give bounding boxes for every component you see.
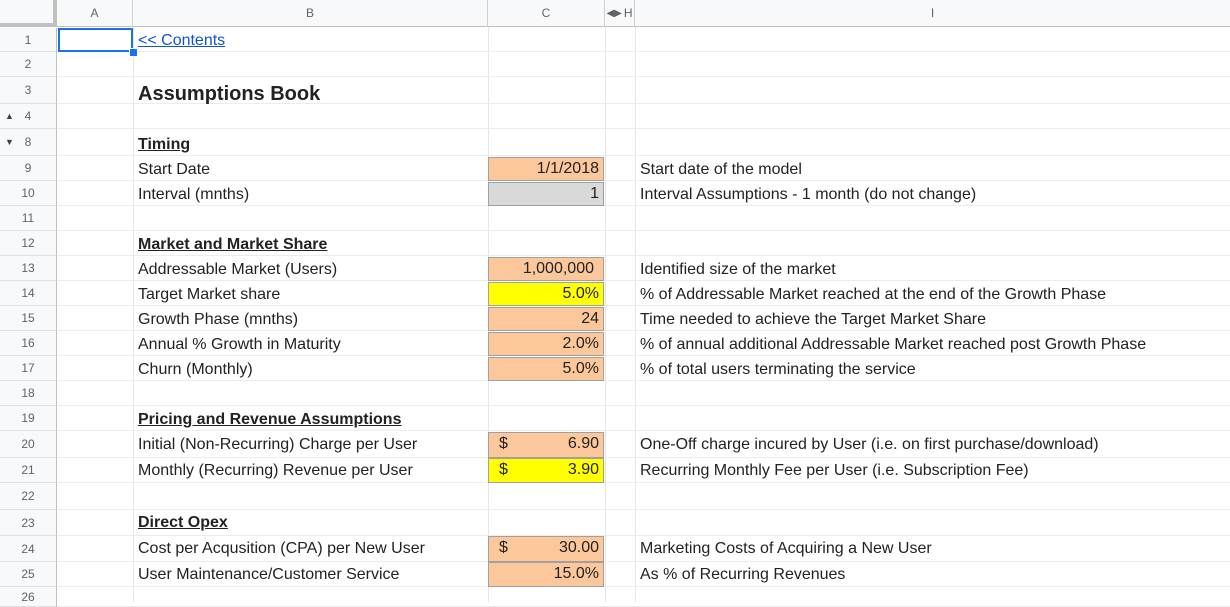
column-header-a[interactable]: A	[57, 0, 133, 27]
annual-growth-note: % of annual additional Addressable Market reached post Growth Phase	[640, 336, 1147, 353]
row-header[interactable]	[0, 406, 57, 431]
section-header-timing: Timing	[138, 136, 191, 153]
row-header[interactable]	[0, 510, 57, 536]
row-header-label: 13	[21, 261, 35, 275]
row-header[interactable]	[0, 306, 57, 331]
growth-phase-label: Growth Phase (mnths)	[138, 311, 299, 328]
grid-line	[57, 380, 1230, 381]
initial-charge-currency: $	[499, 435, 508, 452]
interval-label: Interval (mnths)	[138, 186, 250, 203]
grid-line	[57, 405, 1230, 406]
grid-line	[57, 76, 1230, 77]
grid-line	[57, 430, 1230, 431]
addressable-market-note: Identified size of the market	[640, 261, 836, 278]
section-header-pricing: Pricing and Revenue Assumptions	[138, 411, 402, 428]
churn-note: % of total users terminating the service	[640, 361, 916, 378]
addressable-market-label: Addressable Market (Users)	[138, 261, 338, 278]
row-header-label: 12	[21, 236, 35, 250]
row-header-label: 19	[21, 411, 35, 425]
fill-handle[interactable]	[129, 48, 138, 57]
monthly-revenue-input[interactable]	[488, 458, 604, 483]
initial-charge-input[interactable]	[488, 432, 604, 458]
row-header-label: 26	[21, 589, 35, 604]
row-header-label: 22	[21, 489, 35, 503]
row-header-label: 2	[24, 57, 32, 71]
annual-growth-value: 2.0%	[562, 335, 599, 352]
growth-phase-note: Time needed to achieve the Target Market Share	[640, 311, 986, 328]
expand-rows-down-icon[interactable]: ▼	[5, 137, 14, 147]
row-header-label: 4	[24, 109, 32, 123]
grid-line	[57, 155, 1230, 156]
row-header-label: 17	[21, 361, 35, 375]
row-header-label: 23	[21, 515, 35, 530]
cpa-value: 30.00	[558, 539, 599, 556]
hidden-columns-toggle-icon[interactable]: ◀▶	[606, 7, 622, 19]
select-all-corner[interactable]	[0, 0, 57, 27]
target-share-input[interactable]	[488, 282, 604, 306]
initial-charge-value: 6.90	[567, 435, 599, 452]
column-header-i[interactable]: I	[635, 0, 1230, 27]
row-header-label: 15	[21, 311, 35, 325]
monthly-revenue-note: Recurring Monthly Fee per User (i.e. Subscription Fee)	[640, 462, 1029, 479]
cpa-label: Cost per Acqusition (CPA) per New User	[138, 540, 425, 557]
start-date-value: 1/1/2018	[536, 160, 599, 177]
churn-value: 5.0%	[562, 360, 599, 377]
target-share-value: 5.0%	[562, 285, 599, 302]
cpa-input[interactable]	[488, 536, 604, 562]
row-header[interactable]	[0, 281, 57, 306]
row-header-label: 25	[21, 567, 35, 581]
start-date-note: Start date of the model	[640, 161, 802, 178]
page-title: Assumptions Book	[138, 83, 321, 105]
row-header-label: 11	[21, 211, 35, 225]
annual-growth-label: Annual % Growth in Maturity	[138, 336, 341, 353]
row-header-label: 21	[21, 463, 35, 477]
initial-charge-label: Initial (Non-Recurring) Charge per User	[138, 436, 418, 453]
row-header[interactable]	[0, 458, 57, 483]
row-header[interactable]	[0, 181, 57, 206]
growth-phase-input[interactable]	[488, 307, 604, 331]
row-header[interactable]	[0, 206, 57, 231]
row-header[interactable]	[0, 356, 57, 381]
column-header-c[interactable]: C	[488, 0, 605, 27]
row-header-label: 10	[21, 186, 35, 200]
row-header[interactable]	[0, 129, 57, 156]
monthly-revenue-currency: $	[499, 461, 508, 478]
grid-line	[133, 27, 134, 602]
row-header-label: 9	[24, 161, 32, 175]
row-header[interactable]	[0, 562, 57, 587]
start-date-input[interactable]	[488, 157, 604, 181]
target-share-note: % of Addressable Market reached at the end of the Growth Phase	[640, 286, 1107, 303]
maintenance-note: As % of Recurring Revenues	[640, 566, 846, 583]
addressable-market-input[interactable]	[488, 257, 604, 281]
row-header[interactable]	[0, 587, 57, 607]
row-header-label: 3	[24, 83, 32, 97]
target-share-label: Target Market share	[138, 286, 281, 303]
column-header-b[interactable]: B	[133, 0, 488, 27]
row-header[interactable]	[0, 28, 57, 52]
grid-line	[57, 255, 1230, 256]
maintenance-input[interactable]	[488, 562, 604, 587]
grid-line	[605, 27, 606, 602]
grid-line	[57, 586, 1230, 587]
monthly-revenue-value: 3.90	[567, 461, 599, 478]
row-header[interactable]	[0, 104, 57, 129]
column-header-h[interactable]	[605, 0, 635, 27]
cpa-currency: $	[499, 539, 508, 556]
grid-line	[57, 535, 1230, 536]
grid-line	[57, 128, 1230, 129]
expand-rows-up-icon[interactable]: ▲	[5, 111, 14, 121]
section-header-market: Market and Market Share	[138, 236, 328, 253]
grid-line	[57, 205, 1230, 206]
row-header-label: 20	[21, 437, 35, 451]
cpa-note: Marketing Costs of Acquiring a New User	[640, 540, 932, 557]
row-header[interactable]	[0, 52, 57, 77]
contents-link[interactable]: << Contents	[138, 32, 226, 49]
grid-line	[57, 355, 1230, 356]
row-header-label: 24	[21, 541, 35, 556]
grid-line	[57, 230, 1230, 231]
column-header-h-label: H	[623, 6, 633, 20]
grid-line	[57, 509, 1230, 510]
maintenance-label: User Maintenance/Customer Service	[138, 566, 400, 583]
grid-line	[57, 51, 1230, 52]
grid-line	[57, 280, 1230, 281]
maintenance-value: 15.0%	[553, 565, 599, 582]
row-header-label: 8	[24, 135, 32, 149]
grid-line	[57, 457, 1230, 458]
active-cell-selection[interactable]	[58, 28, 133, 52]
growth-phase-value: 24	[581, 310, 599, 327]
initial-charge-note: One-Off charge incured by User (i.e. on first purchase/download)	[640, 436, 1099, 453]
row-header[interactable]	[0, 331, 57, 356]
interval-value: 1	[590, 185, 599, 202]
annual-growth-input[interactable]	[488, 332, 604, 356]
row-header[interactable]	[0, 536, 57, 562]
row-header[interactable]	[0, 381, 57, 406]
grid-line	[635, 27, 636, 602]
row-header[interactable]	[0, 77, 57, 104]
grid-line	[57, 305, 1230, 306]
grid-line	[57, 561, 1230, 562]
row-header[interactable]	[0, 231, 57, 256]
grid-line	[57, 330, 1230, 331]
churn-input[interactable]	[488, 357, 604, 381]
section-header-opex: Direct Opex	[138, 514, 228, 531]
row-header-label: 18	[21, 386, 35, 400]
monthly-revenue-label: Monthly (Recurring) Revenue per User	[138, 462, 413, 479]
churn-label: Churn (Monthly)	[138, 361, 253, 378]
row-header[interactable]	[0, 431, 57, 458]
row-header[interactable]	[0, 483, 57, 510]
grid-line	[57, 482, 1230, 483]
row-header-label: 16	[21, 336, 35, 350]
row-header-label: 1	[24, 32, 32, 47]
row-header-label: 14	[21, 286, 35, 300]
row-header[interactable]	[0, 156, 57, 181]
interval-input[interactable]	[488, 182, 604, 206]
addressable-market-value: 1,000,000	[522, 260, 594, 277]
interval-note: Interval Assumptions - 1 month (do not change)	[640, 186, 977, 203]
start-date-label: Start Date	[138, 161, 211, 178]
grid-line	[57, 180, 1230, 181]
row-header[interactable]	[0, 256, 57, 281]
